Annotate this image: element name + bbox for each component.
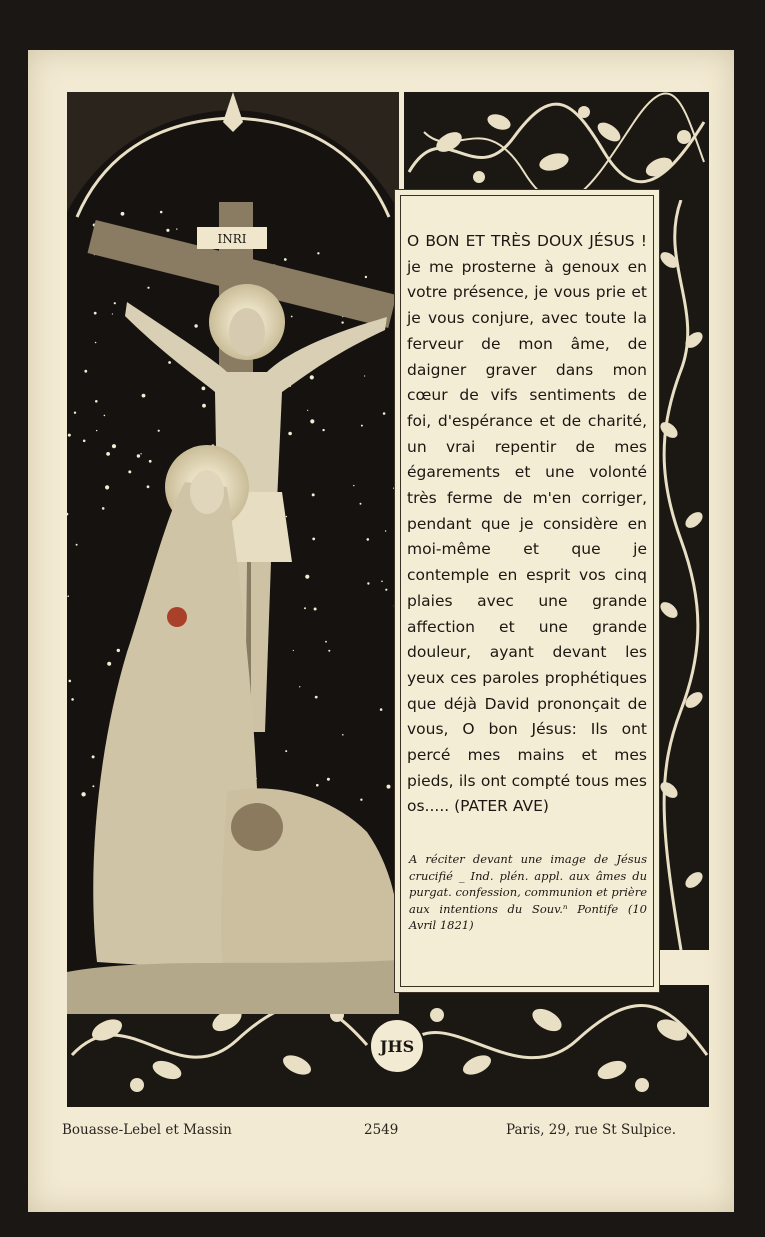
ornamental-border-right <box>654 200 709 950</box>
inri-plaque: INRI <box>217 232 247 246</box>
publisher-label: Bouasse-Lebel et Massin <box>62 1122 232 1138</box>
crucifixion-engraving <box>67 92 399 1014</box>
prayer-panel <box>400 195 654 987</box>
ihs-monogram: JHS <box>369 1018 425 1074</box>
card-number: 2549 <box>364 1122 399 1138</box>
prayer-text: O BON ET TRÈS DOUX JÉSUS ! je me prosterne à genoux en votre présence, je vous prie et je vous conjure, avec toute la ferveur de mon âme, de daigner graver dans mon cœur de vifs sentiments de foi, d'espérance et de charité, un vrai repentir de mes égarements et une volonté très ferme de m'en corriger, pendant que je considère en moi-même et que je contemple en esprit vos cinq plaies avec une grande affection et une grande douleur, ayant devant les yeux ces paroles prophétiques que déjà David prononçait de vous, O bon Jésus: Ils ont percé mes mains et mes pieds, ils ont compté tous mes os..... (PATER AVE) <box>407 232 647 816</box>
holy-card <box>28 50 734 1212</box>
indulgence-note: A réciter devant une image de Jésus crucifié _ Ind. plén. appl. aux âmes du purgat. confession, communion et prière aux intentions du Souv.ⁿ Pontife (10 Avril 1821) <box>409 852 647 933</box>
ornamental-border-top <box>404 92 709 202</box>
publisher-address: Paris, 29, rue St Sulpice. <box>506 1122 677 1138</box>
